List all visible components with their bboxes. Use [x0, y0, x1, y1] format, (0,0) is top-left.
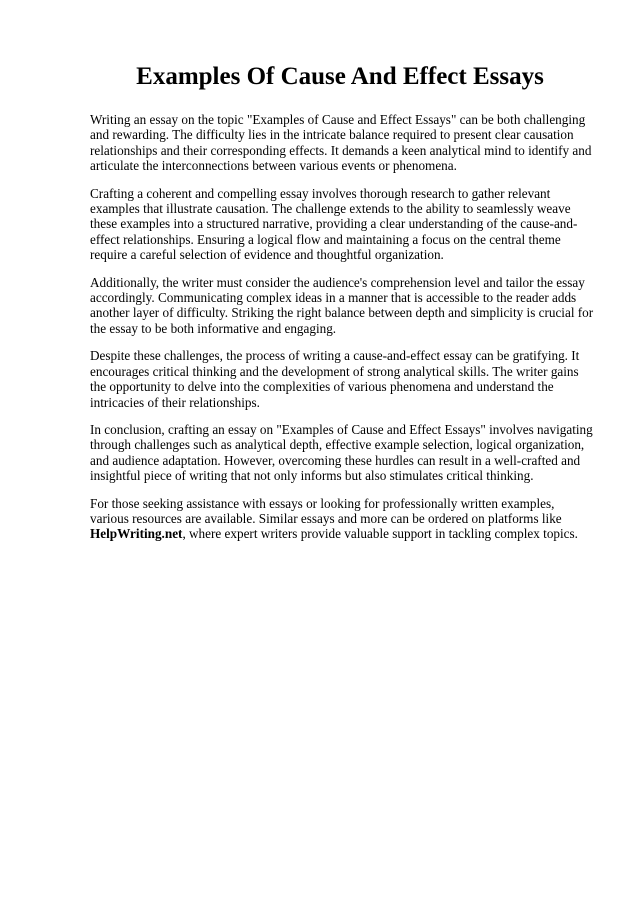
paragraph-2: Crafting a coherent and compelling essay involves thorough research to gather relevant examples that illustrate causation. The challenge extends to the ability to seamlessly weave these examples into a structured narrative, providing a clear understanding of the cause-and-effect relationships. Ensuring a logical flow and maintaining a focus on the central theme require a careful selection of evidence and thoughtful organization.: [90, 185, 578, 263]
paragraph-3: Additionally, the writer must consider the audience's comprehension level and tailor the essay accordingly. Communicating complex ideas in a manner that is accessible to the reader adds another layer of difficulty. Striking the right balance between depth and simplicity is crucial for the essay to be both informative and engaging.: [90, 274, 594, 336]
document-title: Examples Of Cause And Effect Essays: [136, 63, 544, 90]
paragraph-1: Writing an essay on the topic "Examples of Cause and Effect Essays" can be both challenging and rewarding. The difficulty lies in the intricate balance required to present clear causation relationships and their corresponding effects. It demands a keen analytical mind to identify and articulate the interconnections between various events or phenomena.: [90, 112, 592, 174]
closing-paragraph: [90, 496, 594, 542]
paragraph-5: In conclusion, crafting an essay on "Examples of Cause and Effect Essays" involves navigating through challenges such as analytical depth, effective example selection, logical organization, and audience adaptation. However, overcoming these hurdles can result in a well-crafted and insightful piece of writing that not only informs but also stimulates critical thinking.: [90, 421, 593, 484]
brand-name: HelpWriting.net: [90, 526, 183, 542]
closing-text-after: , where expert writers provide valuable support in tackling complex topics.: [182, 526, 578, 542]
closing-text-before: For those seeking assistance with essays or looking for professionally written examples, various resources are available. Similar essays and more can be ordered on platforms like: [90, 495, 562, 526]
paragraph-4: Despite these challenges, the process of writing a cause-and-effect essay can be gratifying. It encourages critical thinking and the development of strong analytical skills. The writer gains the opportunity to delve into the complexities of various phenomena and understand the intricacies of their relationships.: [90, 348, 580, 410]
